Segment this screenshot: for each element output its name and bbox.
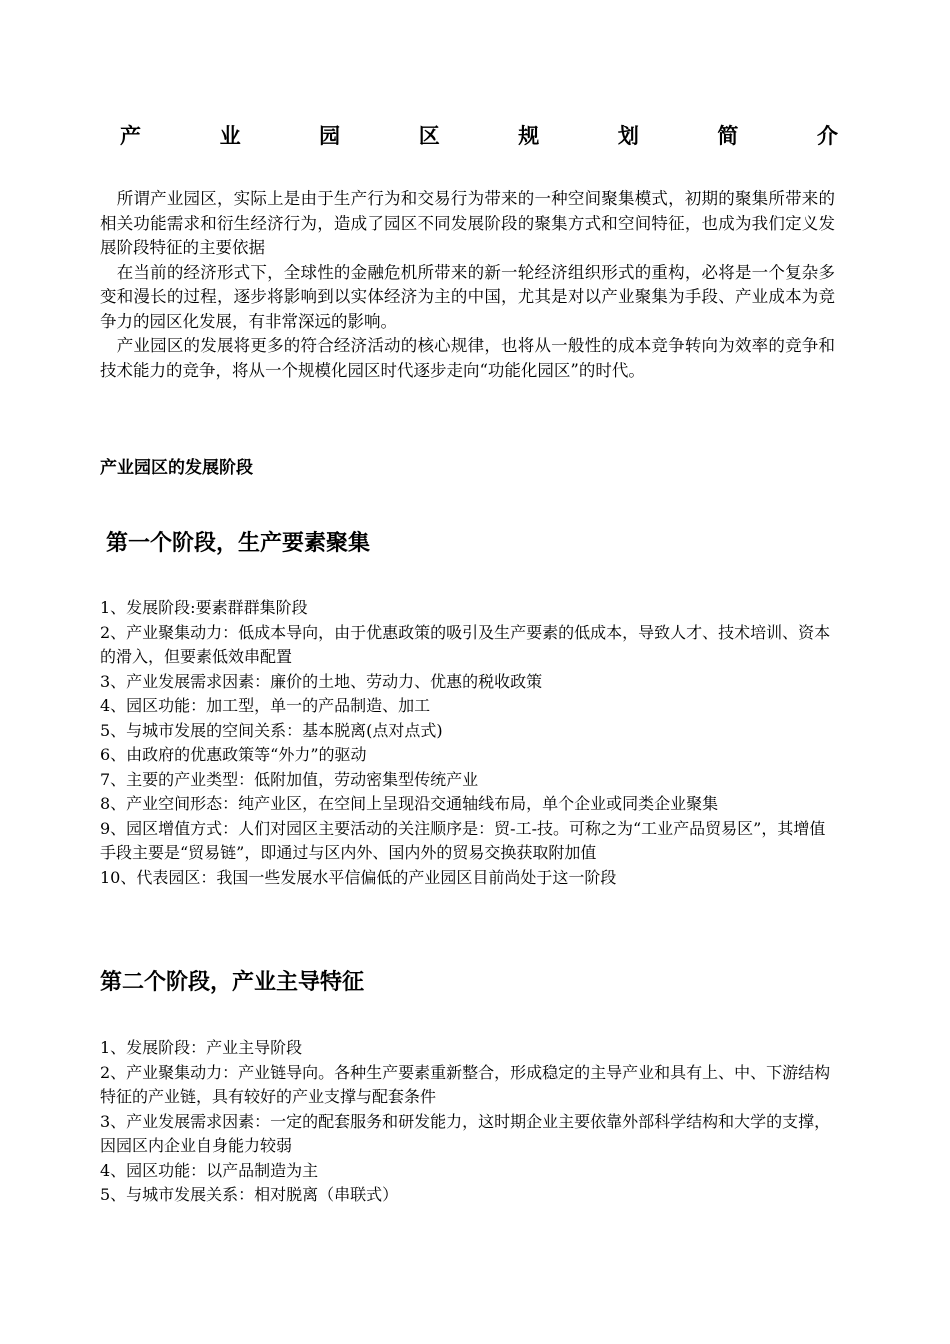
list-item: 3、产业发展需求因素：廉价的土地、劳动力、优惠的税收政策 [100, 671, 543, 691]
list-item: 9、园区增值方式：人们对园区主要活动的关注顺序是：贸-工-技。可称之为“工业产品贸易区”，其增值手段主要是“贸易链”，即通过与区内外、国内外的贸易交换获取附加值 [100, 818, 826, 862]
title-char: 介 [816, 124, 838, 148]
list-item: 1、发展阶段：产业主导阶段 [100, 1038, 303, 1057]
list-item: 6、由政府的优惠政策等“外力”的驱动 [100, 745, 367, 764]
title-char: 划 [617, 124, 639, 148]
intro-paragraph: 在当前的经济形式下，全球性的金融危机所带来的新一轮经济组织形式的重构，必将是一个复杂多变和漫长的过程，逐步将影响到以实体经济为主的中国，尤其是对以产业聚集为手段、产业成本为竞争力的园区化发展，有非常深远的影响。 [100, 262, 835, 331]
list-item: 4、园区功能：以产品制造为主 [100, 1160, 319, 1180]
title-char: 区 [418, 124, 440, 148]
list-item: 10、代表园区：我国一些发展水平信偏低的产业园区目前尚处于这一阶段 [100, 867, 617, 887]
section-heading: 产业园区的发展阶段 [100, 458, 253, 478]
intro-section [100, 187, 835, 383]
title-char: 园 [319, 124, 341, 148]
title-char: 简 [717, 124, 739, 148]
list-item: 7、主要的产业类型：低附加值，劳动密集型传统产业 [100, 769, 479, 789]
stage1-heading: 第一个阶段，生产要素聚集 [106, 531, 371, 556]
list-item: 2、产业聚集动力：产业链导向。各种生产要素重新整合，形成稳定的主导产业和具有上、中、下游结构特征的产业链，具有较好的产业支撑与配套条件 [100, 1062, 831, 1106]
intro-paragraph: 所谓产业园区，实际上是由于生产行为和交易行为带来的一种空间聚集模式，初期的聚集所带来的相关功能需求和衍生经济行为，造成了园区不同发展阶段的聚集方式和空间特征，也成为我们定义发展阶段特征的主要依据 [100, 189, 835, 257]
list-item: 5、与城市发展的空间关系：基本脱离(点对点式) [100, 720, 443, 740]
list-item: 5、与城市发展关系：相对脱离（串联式） [100, 1185, 399, 1204]
list-item: 4、园区功能：加工型，单一的产品制造、加工 [100, 696, 431, 715]
title-char: 业 [219, 124, 241, 148]
title-char: 规 [518, 124, 540, 148]
list-item: 8、产业空间形态：纯产业区，在空间上呈现沿交通轴线布局，单个企业或同类企业聚集 [100, 794, 719, 813]
document-title [120, 120, 838, 152]
list-item: 2、产业聚集动力：低成本导向，由于优惠政策的吸引及生产要素的低成本，导致人才、技术培训、资本的滑入，但要素低效串配置 [100, 622, 831, 666]
intro-paragraph: 产业园区的发展将更多的符合经济活动的核心规律，也将从一般性的成本竞争转向为效率的竞争和技术能力的竞争，将从一个规模化园区时代逐步走向“功能化园区”的时代。 [100, 336, 835, 380]
stage2-list [100, 1036, 835, 1208]
stage2-heading: 第二个阶段，产业主导特征 [100, 970, 365, 995]
title-char: 产 [120, 124, 141, 148]
list-item: 1、发展阶段:要素群群集阶段 [100, 598, 308, 617]
stage1-list [100, 596, 835, 890]
list-item: 3、产业发展需求因素：一定的配套服务和研发能力，这时期企业主要依靠外部科学结构和大学的支撑，因园区内企业自身能力较弱 [100, 1111, 831, 1155]
